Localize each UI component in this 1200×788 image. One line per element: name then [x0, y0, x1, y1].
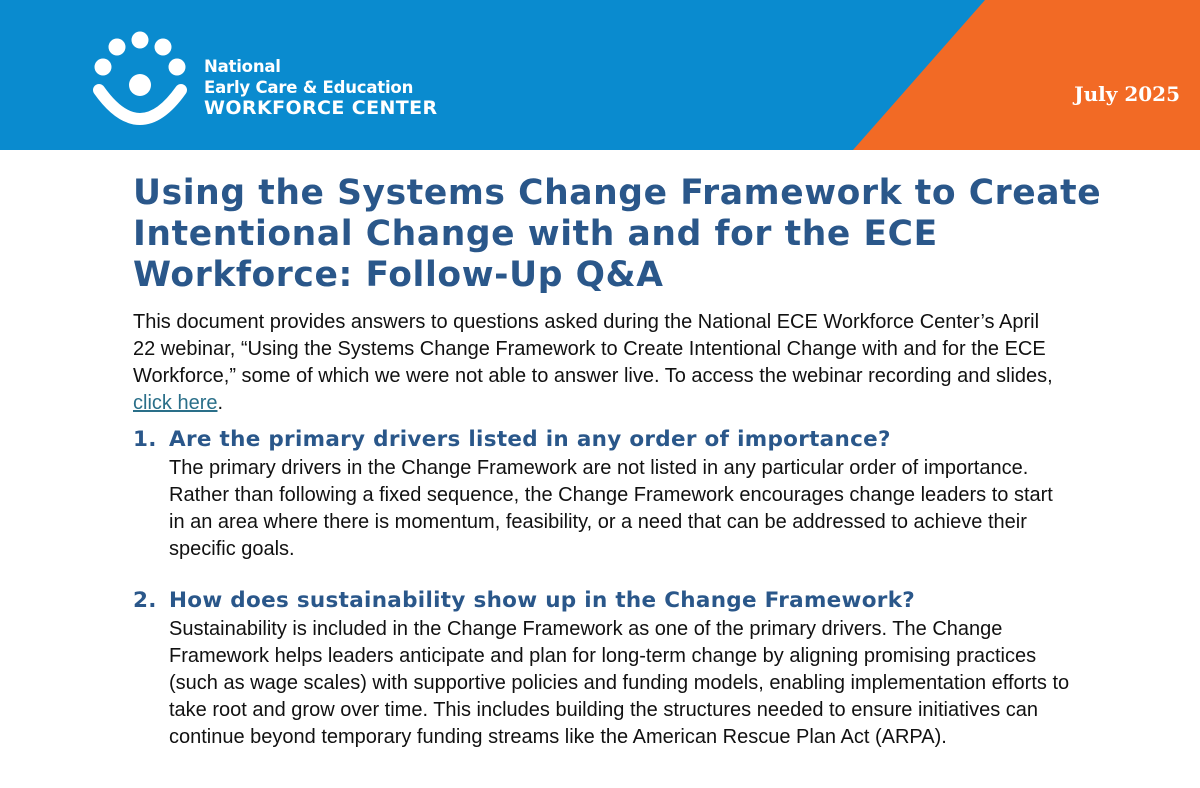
smile-logo-icon — [90, 30, 190, 130]
org-name-line3: WORKFORCE CENTER — [204, 97, 438, 119]
question-text: How does sustainability show up in the Change Framework? — [169, 588, 916, 613]
publication-date: July 2025 — [1074, 82, 1180, 106]
answer-text: Sustainability is included in the Change Framework as one of the primary drivers. The Change Framework helps leaders anticipate and plan for long-term change by aligning promising practices (such as wage scales) with supportive policies and funding models, enabling implementation efforts to take root and grow over time. This includes building the structures needed to ensure initiatives can continue beyond temporary funding streams like the American Rescue Plan Act (ARPA). — [169, 618, 1070, 748]
question-heading — [133, 586, 1073, 616]
question-number: 2. — [133, 588, 157, 613]
question-number: 1. — [133, 427, 157, 452]
intro-end: . — [217, 392, 224, 414]
webinar-link[interactable]: click here — [133, 392, 218, 414]
document-title: Using the Systems Change Framework to Create Intentional Change with and for the ECE Workforce: Follow-Up Q&A — [133, 173, 1102, 295]
org-name-line2: Early Care & Education — [204, 78, 414, 97]
question-heading — [133, 425, 1073, 455]
answer-text: The primary drivers in the Change Framework are not listed in any particular order of importance. Rather than following a fixed sequence, the Change Framework encourages change leaders to start in an area where there is momentum, feasibility, or a need that can be addressed to achieve their specific goals. — [169, 457, 1053, 560]
header-banner — [0, 0, 1200, 150]
question-text: Are the primary drivers listed in any order of importance? — [169, 427, 891, 452]
intro-text: This document provides answers to questions asked during the National ECE Workforce Center’s April 22 webinar, “Using the Systems Change Framework to Create Intentional Change with and for the ECE Workforce,” some of which we were not able to answer live. To access the webinar recording and slides, — [133, 311, 1053, 387]
intro-paragraph — [133, 309, 1063, 417]
org-name — [204, 56, 438, 119]
qa-item-2 — [133, 586, 1073, 751]
qa-item-1 — [133, 425, 1073, 563]
org-name-line1: National — [204, 57, 281, 76]
